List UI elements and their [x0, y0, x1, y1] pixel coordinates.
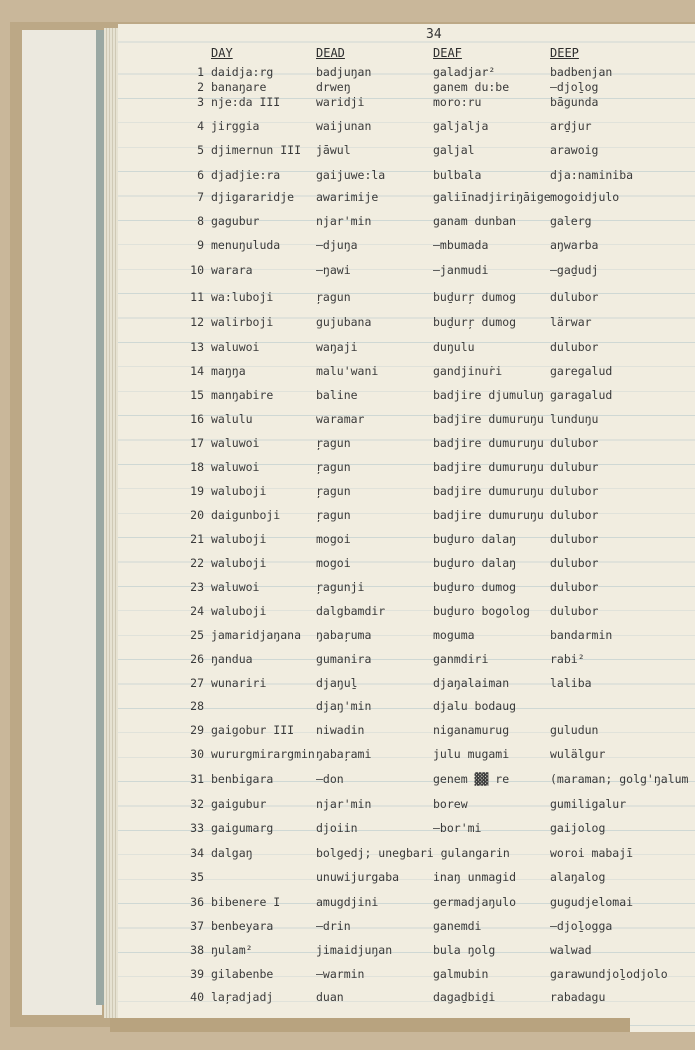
deep-cell: dulubor [550, 604, 599, 618]
row-number: 32 [190, 797, 204, 811]
day-cell: waluboji [211, 604, 267, 618]
table-row [0, 168, 695, 188]
row-number: 17 [190, 436, 204, 450]
deaf-cell: niganamurug [433, 723, 510, 737]
dead-cell: drweŋ [316, 80, 351, 94]
deep-cell: wulälgur [550, 747, 606, 761]
deaf-cell: ganem du:be [433, 80, 510, 94]
dead-cell: ŋabaŗami [316, 747, 372, 761]
dead-cell: waramar [316, 412, 365, 426]
dead-cell: duan [316, 990, 344, 1004]
dead-cell: –djuŋa [316, 238, 358, 252]
dead-cell: mogoi [316, 556, 351, 570]
deaf-cell: galjal [433, 143, 475, 157]
dead-cell: jāwul [316, 143, 351, 157]
deep-cell: bāgunda [550, 95, 599, 109]
dead-cell: njar'min [316, 214, 372, 228]
dead-cell: gumanira [316, 652, 372, 666]
dead-cell: ŗagun [316, 484, 351, 498]
day-cell: maŋŋa [211, 364, 246, 378]
dead-cell: badjuŋan [316, 65, 372, 79]
row-number: 39 [190, 967, 204, 981]
deep-cell: dulubor [550, 290, 599, 304]
row-number: 27 [190, 676, 204, 690]
deaf-cell: badjire dumuruŋu [433, 508, 544, 522]
day-cell: djimernun III [211, 143, 302, 157]
table-row [0, 846, 695, 866]
dead-cell: niwadin [316, 723, 365, 737]
day-cell: ŋulam² [211, 943, 253, 957]
table-row [0, 460, 695, 480]
row-number: 36 [190, 895, 204, 909]
deaf-cell: buḏurŗ dumog [433, 315, 517, 329]
deaf-cell: dagaḏbiḏi [433, 990, 496, 1004]
deaf-cell: julu mugami [433, 747, 510, 761]
deep-cell: mogoidjulo [550, 190, 620, 204]
day-cell: wururgmirargmin [211, 747, 315, 761]
deaf-cell: ganmdiri [433, 652, 489, 666]
deep-cell: (maraman; golg'ŋalum [550, 772, 689, 786]
dead-cell: awarimije [316, 190, 379, 204]
dead-cell: malu'wani [316, 364, 379, 378]
table-row [0, 238, 695, 258]
dead-cell: gujubana [316, 315, 372, 329]
deaf-cell: inaŋ unmagid [433, 870, 517, 884]
row-number: 25 [190, 628, 204, 642]
day-cell: daigunboji [211, 508, 281, 522]
deep-cell: –gaḏudj [550, 263, 599, 277]
deaf-cell: badjire djumuluŋ [433, 388, 544, 402]
dead-cell: ŗagun [316, 290, 351, 304]
table-row [0, 556, 695, 576]
row-number: 8 [197, 214, 204, 228]
column-header-dead: DEAD [316, 46, 345, 60]
table-row [0, 532, 695, 552]
table-row [0, 943, 695, 963]
deep-cell: aŋwarba [550, 238, 599, 252]
row-number: 2 [197, 80, 204, 94]
row-number: 10 [190, 263, 204, 277]
deaf-cell: galadjar² [433, 65, 496, 79]
dead-cell: unuwijurgaba [316, 870, 400, 884]
day-cell: jamaridjaŋana [211, 628, 302, 642]
deep-cell: rabi² [550, 652, 585, 666]
deep-cell: laliba [550, 676, 592, 690]
table-row [0, 967, 695, 987]
row-number: 20 [190, 508, 204, 522]
deaf-cell: germadjaŋulo [433, 895, 517, 909]
day-cell: manŋabire [211, 388, 274, 402]
deaf-cell: djaŋalaiman [433, 676, 510, 690]
page-bottom-shadow [110, 1018, 630, 1032]
deaf-cell: moguma [433, 628, 475, 642]
dead-cell: –don [316, 772, 344, 786]
deep-cell: dulubor [550, 508, 599, 522]
deep-cell: walwad [550, 943, 592, 957]
table-row [0, 388, 695, 408]
deaf-cell: buḏuro dalaŋ [433, 532, 517, 546]
deaf-cell: bula ŋolg [433, 943, 496, 957]
table-row [0, 340, 695, 360]
day-cell: warara [211, 263, 253, 277]
deep-cell: woroi mabajī [550, 846, 634, 860]
dead-cell: –warmin [316, 967, 365, 981]
row-number: 21 [190, 532, 204, 546]
table-row [0, 797, 695, 817]
row-number: 38 [190, 943, 204, 957]
row-number: 37 [190, 919, 204, 933]
table-row [0, 263, 695, 283]
dead-cell: ŗagun [316, 436, 351, 450]
row-number: 31 [190, 772, 204, 786]
day-cell: waluboji [211, 484, 267, 498]
deaf-cell: buḏuro dumog [433, 580, 517, 594]
deep-cell: dulubor [550, 484, 599, 498]
table-row [0, 95, 695, 115]
deaf-cell: buḏuro dalaŋ [433, 556, 517, 570]
deep-cell: badbenjan [550, 65, 613, 79]
dead-cell: jimaidjuŋan [316, 943, 393, 957]
day-cell: djadjie:ra [211, 168, 281, 182]
table-row [0, 508, 695, 528]
deep-cell: arawoig [550, 143, 599, 157]
dead-cell: mogoi [316, 532, 351, 546]
table-row [0, 364, 695, 384]
row-number: 22 [190, 556, 204, 570]
day-cell: banaŋare [211, 80, 267, 94]
day-cell: gaigumarg [211, 821, 274, 835]
row-number: 35 [190, 870, 204, 884]
deep-cell: dulubur [550, 460, 599, 474]
deaf-cell: moro:ru [433, 95, 482, 109]
row-number: 40 [190, 990, 204, 1004]
dead-cell: –drin [316, 919, 351, 933]
day-cell: daidja:rg [211, 65, 274, 79]
day-cell: gaigobur III [211, 723, 295, 737]
day-cell: waluboji [211, 556, 267, 570]
dead-cell: djaŋ'min [316, 699, 372, 713]
table-row [0, 412, 695, 432]
deep-cell: –djoḻog [550, 80, 599, 94]
deep-cell: alaŋalog [550, 870, 606, 884]
dead-cell: djoiin [316, 821, 358, 835]
column-header-deep: DEEP [550, 46, 579, 60]
table-row [0, 315, 695, 335]
row-number: 19 [190, 484, 204, 498]
dead-cell: –ŋawi [316, 263, 351, 277]
dead-cell: ŗagunji [316, 580, 365, 594]
page-number: 34 [426, 27, 442, 42]
table-row [0, 143, 695, 163]
deaf-cell: duŋulu [433, 340, 475, 354]
day-cell: gagubur [211, 214, 260, 228]
deep-cell: dulubor [550, 532, 599, 546]
day-cell: dalgaŋ [211, 846, 253, 860]
table-row [0, 699, 695, 719]
deep-cell: garawundjoḻodjolo [550, 967, 668, 981]
day-cell: gilabenbe [211, 967, 274, 981]
day-cell: laŗadjadj [211, 990, 274, 1004]
row-number: 5 [197, 143, 204, 157]
day-cell: waluwoi [211, 436, 260, 450]
deaf-cell: badjire dumuruŋu [433, 460, 544, 474]
table-row [0, 676, 695, 696]
deep-cell: dulubor [550, 436, 599, 450]
row-number: 6 [197, 168, 204, 182]
deep-cell: guludun [550, 723, 599, 737]
deaf-cell: borew [433, 797, 468, 811]
day-cell: jirggia [211, 119, 260, 133]
table-row [0, 772, 695, 792]
table-row [0, 484, 695, 504]
deaf-cell: bulbala [433, 168, 482, 182]
table-row [0, 821, 695, 841]
deep-cell: arḏjur [550, 119, 592, 133]
dead-cell: ŗagun [316, 508, 351, 522]
day-cell: wunariri [211, 676, 267, 690]
row-number: 15 [190, 388, 204, 402]
deep-cell: dulubor [550, 340, 599, 354]
row-number: 3 [197, 95, 204, 109]
day-cell: nje:da III [211, 95, 281, 109]
deaf-cell: gandjinuṙi [433, 364, 503, 378]
row-number: 24 [190, 604, 204, 618]
row-number: 28 [190, 699, 204, 713]
table-row [0, 652, 695, 672]
day-cell: waluwoi [211, 580, 260, 594]
table-row [0, 436, 695, 456]
deep-cell: garagalud [550, 388, 613, 402]
row-number: 29 [190, 723, 204, 737]
deaf-cell: –mbumada [433, 238, 489, 252]
deaf-cell: ganam dunban [433, 214, 517, 228]
table-row [0, 990, 695, 1010]
dead-cell: baline [316, 388, 358, 402]
deep-cell: gaijolog [550, 821, 606, 835]
deep-cell: garegalud [550, 364, 613, 378]
deaf-cell: galmubin [433, 967, 489, 981]
table-row [0, 190, 695, 210]
dead-cell: djaŋuḻ [316, 676, 358, 690]
day-cell: benbeyara [211, 919, 274, 933]
column-header-day: DAY [211, 46, 233, 60]
deep-cell: gumiligalur [550, 797, 627, 811]
deaf-cell: buḏurŗ dumog [433, 290, 517, 304]
day-cell: bibenere I [211, 895, 281, 909]
table-row [0, 214, 695, 234]
deep-cell: dulubor [550, 580, 599, 594]
deep-cell: galerg [550, 214, 592, 228]
deep-cell: rabadagu [550, 990, 606, 1004]
table-row [0, 747, 695, 767]
deaf-cell: buḏuro bogolog [433, 604, 530, 618]
deaf-cell: galiīnadjiriŋāige [433, 190, 551, 204]
deaf-cell: djalu bodaug [433, 699, 517, 713]
day-cell: ŋandua [211, 652, 253, 666]
deep-cell: –djoḻogga [550, 919, 613, 933]
deaf-cell: genem ▓▓ re [433, 772, 510, 786]
row-number: 30 [190, 747, 204, 761]
dead-cell: dalgbamdir [316, 604, 386, 618]
column-header-deaf: DEAF [433, 46, 462, 60]
table-row [0, 628, 695, 648]
deaf-cell: –bor'mi [433, 821, 482, 835]
table-row [0, 895, 695, 915]
row-number: 26 [190, 652, 204, 666]
dead-cell: ŋabaŗuma [316, 628, 372, 642]
deaf-cell: badjire dumuruŋu [433, 436, 544, 450]
row-number: 33 [190, 821, 204, 835]
day-cell: wa:luboji [211, 290, 274, 304]
deaf-cell: ganemdi [433, 919, 482, 933]
table-row [0, 580, 695, 600]
day-cell: waluwoi [211, 460, 260, 474]
deaf-cell: –janmudi [433, 263, 489, 277]
row-number: 23 [190, 580, 204, 594]
day-cell: gaigubur [211, 797, 267, 811]
row-number: 18 [190, 460, 204, 474]
table-row [0, 870, 695, 890]
dead-cell: amugdjini [316, 895, 379, 909]
day-cell: menuŋuluda [211, 238, 281, 252]
day-cell: waluboji [211, 532, 267, 546]
deaf-cell: badjire dumuruŋu [433, 412, 544, 426]
table-row [0, 119, 695, 139]
table-row [0, 604, 695, 624]
deep-cell: gugudjelomai [550, 895, 634, 909]
row-number: 4 [197, 119, 204, 133]
dead-cell: gaijuwe:la [316, 168, 386, 182]
deaf-cell: galjalja [433, 119, 489, 133]
row-number: 9 [197, 238, 204, 252]
day-cell: benbigara [211, 772, 274, 786]
deaf-cell: badjire dumuruŋu [433, 484, 544, 498]
deep-cell: lärwar [550, 315, 592, 329]
dead-cell: njar'min [316, 797, 372, 811]
day-cell: djigararidje [211, 190, 295, 204]
row-number: 14 [190, 364, 204, 378]
deep-cell: bandarmin [550, 628, 613, 642]
row-number: 7 [197, 190, 204, 204]
day-cell: walulu [211, 412, 253, 426]
dead-cell: bolgedj; unegbari gulangarin [316, 846, 510, 860]
row-number: 16 [190, 412, 204, 426]
row-number: 11 [190, 290, 204, 304]
table-row [0, 290, 695, 310]
deep-cell: lunduŋu [550, 412, 599, 426]
dead-cell: ŗagun [316, 460, 351, 474]
deep-cell: dja:naminiba [550, 168, 634, 182]
row-number: 13 [190, 340, 204, 354]
day-cell: waluwoi [211, 340, 260, 354]
dead-cell: waŋaji [316, 340, 358, 354]
day-cell: walirboji [211, 315, 274, 329]
table-row [0, 723, 695, 743]
dead-cell: waridji [316, 95, 365, 109]
dead-cell: waijunan [316, 119, 372, 133]
row-number: 12 [190, 315, 204, 329]
row-number: 34 [190, 846, 204, 860]
row-number: 1 [197, 65, 204, 79]
table-row [0, 919, 695, 939]
deep-cell: dulubor [550, 556, 599, 570]
